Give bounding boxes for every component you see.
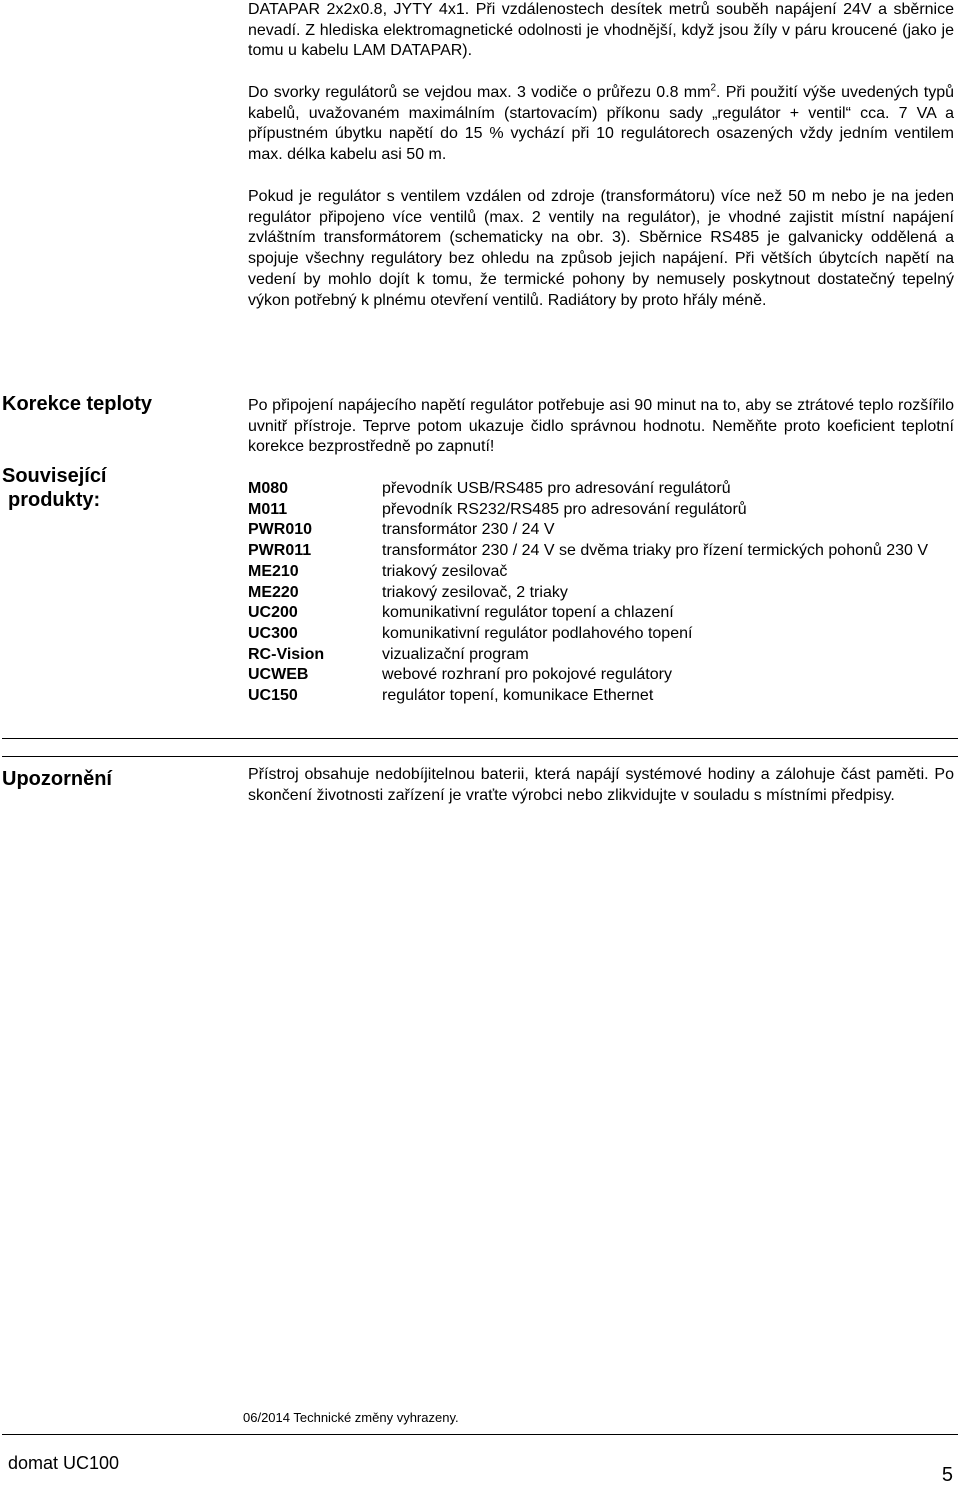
footer-product-name: domat UC100 (8, 1453, 120, 1473)
page-number: 5 (941, 1464, 953, 1486)
intro-paragraph-2-start: Do svorky regulátorů se vejdou max. 3 vodiče o průřezu 0.8 mm (248, 84, 711, 101)
warning-title: Upozornění (2, 768, 112, 790)
table-row (248, 686, 956, 707)
product-code: UC200 (248, 604, 298, 622)
korekce-title: Korekce teploty (2, 393, 153, 415)
product-description: webové rozhraní pro pokojové regulátory (382, 666, 672, 684)
intro-paragraph-2 (248, 83, 954, 166)
table-row (248, 603, 956, 624)
product-code: M011 (248, 500, 288, 518)
related-products-title (2, 464, 222, 512)
section-divider-top (2, 738, 958, 739)
revision-note: 06/2014 Technické změny vyhrazeny. (243, 1410, 459, 1425)
product-description: transformátor 230 / 24 V (382, 521, 555, 539)
product-description: vizualizační program (382, 645, 529, 663)
product-code: M080 (248, 480, 289, 497)
intro-paragraph-3: Pokud je regulátor s ventilem vzdálen od zdroje (transformátoru) více než 50 m nebo je na jeden regulátor připojeno více ventilů (max. 2 ventily na regulátor), je vhodné zajistit místní napájení zvláštním transformátorem (schematicky na obr. 3). Sběrnice RS485 je galvanicky oddělená a spojuje všechny regulátory bez ohledu na způsob jejich napájení. Při větších úbytcích napětí na vedení by mohlo dojít k tomu, že termické pohony by nemusely poskytnout dostatečný tepelný výkon potřebný k plnému otevření ventilů. Radiátory by proto hřály méně. (248, 188, 954, 309)
product-description: triakový zesilovač, 2 triaky (382, 583, 568, 601)
product-code: UCWEB (248, 666, 309, 684)
product-description: komunikativní regulátor podlahového topení (382, 624, 693, 642)
table-row (248, 665, 956, 686)
intro-paragraph-1: DATAPAR 2x2x0.8, JYTY 4x1. Při vzdálenostech desítek metrů souběh napájení 24V a sběrnice nevadí. Z hlediska elektromagnetické odolnosti je vhodnější, když jsou žíly v páru kroucené (jako je tomu u kabelu LAM DATAPAR). (248, 1, 954, 60)
table-row (248, 624, 956, 645)
table-row (248, 479, 956, 500)
related-products-table (248, 479, 956, 707)
product-code: UC300 (248, 624, 298, 642)
table-row (248, 500, 956, 521)
table-row (248, 562, 956, 583)
product-description: převodník RS232/RS485 pro adresování regulátorů (382, 500, 747, 518)
product-code: ME220 (248, 583, 299, 601)
product-code: ME210 (248, 562, 299, 580)
product-code: PWR010 (248, 521, 313, 539)
product-code: UC150 (248, 687, 298, 705)
product-code: RC-Vision (248, 645, 325, 663)
table-row (248, 520, 956, 541)
product-description: převodník USB/RS485 pro adresování regulátorů (382, 480, 731, 497)
product-description: triakový zesilovač (382, 562, 508, 580)
product-description: regulátor topení, komunikace Ethernet (382, 687, 654, 705)
footer-divider (2, 1434, 958, 1435)
product-code: PWR011 (248, 542, 312, 560)
product-description: transformátor 230 / 24 V se dvěma triaky pro řízení termických pohonů 230 V (382, 542, 929, 560)
related-products-title-line2: produkty: (8, 489, 101, 511)
superscript-2: 2 (710, 82, 717, 94)
product-description: komunikativní regulátor topení a chlazení (382, 604, 674, 622)
table-row (248, 645, 956, 666)
table-row (248, 541, 956, 562)
table-row (248, 583, 956, 604)
intro-paragraph-2-end: . Při použití výše uvedených typů kabelů, uvažovaném maximálním (startovacím) příkonu sady „regulátor + ventil“ cca. 7 VA a přípustném úbytku napětí do 15 % vychází při 10 regulátorech osazených vždy jedním ventilem max. délka kabelu asi 50 m. (248, 84, 954, 164)
related-products-title-line1: Související (2, 465, 107, 487)
section-divider-bottom (2, 756, 958, 757)
korekce-text: Po připojení napájecího napětí regulátor potřebuje asi 90 minut na to, aby se ztrátové teplo rozšířilo uvnitř přístroje. Teprve potom ukazuje čidlo správnou hodnotu. Neměňte proto koeficient teplotní korekce bezprostředně po zapnutí! (248, 397, 954, 456)
warning-text: Přístroj obsahuje nedobíjitelnou baterii, která napájí systémové hodiny a zálohuje část paměti. Po skončení životnosti zařízení je vraťte výrobci nebo zlikvidujte v souladu s místními předpisy. (248, 766, 954, 804)
